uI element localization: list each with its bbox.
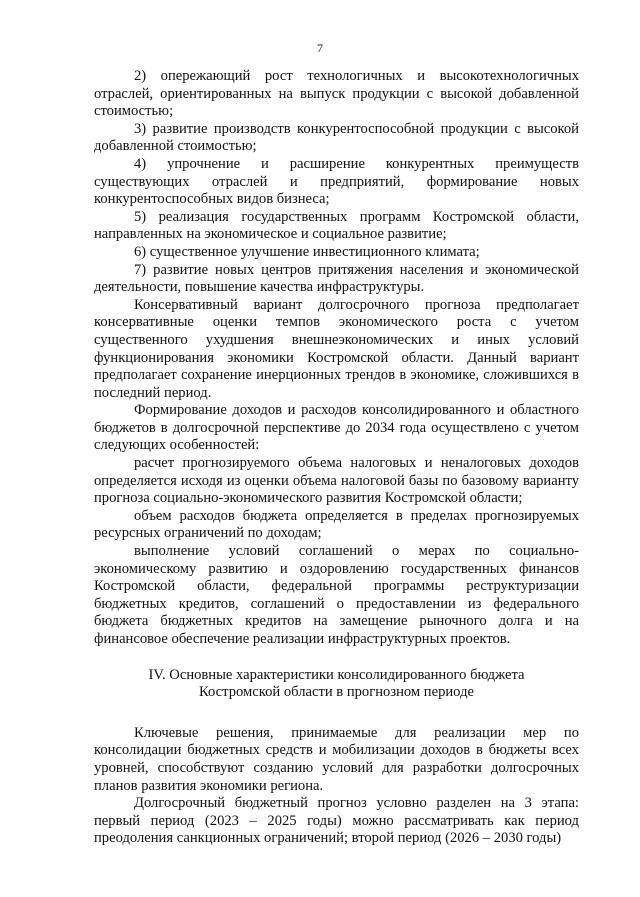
paragraph-expenditure-volume: объем расходов бюджета определяется в пределах прогнозируемых ресурсных ограничений по доходам; bbox=[94, 507, 579, 542]
document-body bbox=[94, 68, 579, 848]
list-item-6: 6) существенное улучшение инвестиционного климата; bbox=[134, 243, 480, 260]
list-item-2: 2) опережающий рост технологичных и высокотехнологичных отраслей, ориентированных на выпуск продукции с высокой добавленной стоимостью; bbox=[94, 68, 579, 120]
page-number: 7 bbox=[317, 41, 323, 55]
section-heading-line-2: Костромской области в прогнозном периоде bbox=[199, 684, 474, 701]
list-item-5: 5) реализация государственных программ Костромской области, направленных на экономическое и социальное развитие; bbox=[94, 208, 579, 243]
paragraph-conservative-variant: Консервативный вариант долгосрочного прогноза предполагает консервативные оценки темпов экономического роста с учетом существенного ухудшения внешнеэкономических и иных условий функционирования экономики Костромской области. Данный вариант предполагает сохранение инерционных трендов в экономике, сложившихся в последний период. bbox=[94, 296, 579, 401]
list-item-3: 3) развитие производств конкурентоспособной продукции с высокой добавленной стоимостью; bbox=[94, 120, 579, 155]
list-item-4: 4) упрочнение и расширение конкурентных преимуществ существующих отраслей и предприятий, формирование новых конкурентоспособных видов бизнеса; bbox=[94, 155, 579, 208]
section-heading-line-1: IV. Основные характеристики консолидированного бюджета bbox=[148, 666, 525, 683]
paragraph-revenue-calculation: расчет прогнозируемого объема налоговых и неналоговых доходов определяется исходя из оценки объема налоговой базы по базовому варианту прогноза социально-экономического развития Костромской области; bbox=[94, 455, 579, 507]
list-item-7: 7) развитие новых центров притяжения населения и экономической деятельности, повышение качества инфраструктуры. bbox=[94, 261, 579, 296]
paragraph-key-decisions: Ключевые решения, принимаемые для реализации мер по консолидации бюджетных средств и мобилизации доходов в бюджеты всех уровней, способствуют созданию условий для разработки долгосрочных планов развития экономики региона. bbox=[94, 724, 579, 794]
paragraph-budget-formation: Формирование доходов и расходов консолидированного и областного бюджетов в долгосрочной перспективе до 2034 года осуществлено с учетом следующих особенностей: bbox=[94, 402, 579, 454]
paragraph-agreements: выполнение условий соглашений о мерах по социально-экономическому развитию и оздоровлению государственных финансов Костромской области, федеральной программы реструктуризации бюджетных кредитов, соглашений о предоставлении из федерального бюджета бюджетных кредитов на замещение рыночного долга и на финансовое обеспечение реализации инфраструктурных проектов. bbox=[94, 543, 579, 647]
section-heading bbox=[94, 667, 579, 702]
paragraph-forecast-stages: Долгосрочный бюджетный прогноз условно разделен на 3 этапа: первый период (2023 – 2025 годы) можно рассматривать как период преодоления санкционных ограничений; второй период (2026 – 2030 годы) bbox=[94, 795, 579, 847]
